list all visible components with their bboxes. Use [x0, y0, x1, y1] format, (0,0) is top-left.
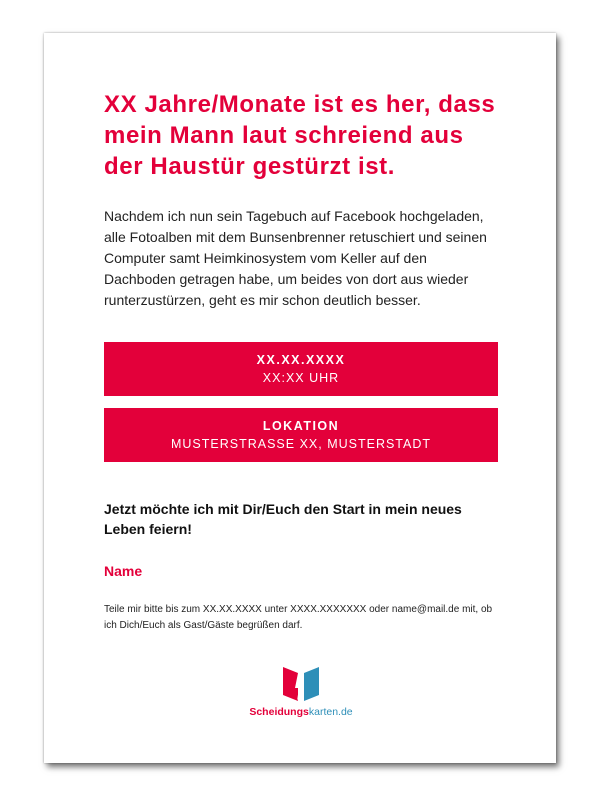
headline: XX Jahre/Monate ist es her, dass mein Mann laut schreiend aus der Haustür gestürzt ist. — [104, 91, 496, 180]
date-box — [104, 342, 498, 396]
brand-logo — [104, 661, 498, 718]
event-date: XX.XX.XXXX — [256, 353, 346, 367]
broken-book-icon — [280, 661, 322, 703]
location-label: LOKATION — [262, 419, 340, 433]
sender-name: Name — [104, 563, 143, 579]
logo-text-karten: karten.de — [308, 706, 353, 718]
event-time: XX:XX UHR — [262, 371, 340, 385]
logo-text-scheidungs: Scheidungs — [249, 706, 309, 718]
location-address: MUSTERSTRASSE XX, MUSTERSTADT — [170, 437, 432, 451]
intro-paragraph: Nachdem ich nun sein Tagebuch auf Facebook hochgeladen, alle Fotoalben mit dem Bunsenbrenner retuschiert und seinen Computer samt Heimkinosystem vom Keller auf den Dachboden getragen habe, um beides von dort aus wieder runterzustürzen, geht es mir schon deutlich besser. — [104, 208, 487, 308]
invite-text: Jetzt möchte ich mit Dir/Euch den Start in mein neues Leben feiern! — [104, 501, 462, 537]
logo-wordmark — [104, 706, 498, 718]
location-box — [104, 408, 498, 462]
rsvp-text: Teile mir bitte bis zum XX.XX.XXXX unter XXXX.XXXXXXX oder name@mail.de mit, ob ich Dich/Euch als Gast/Gäste begrüßen darf. — [104, 604, 493, 631]
invitation-card — [44, 33, 556, 763]
